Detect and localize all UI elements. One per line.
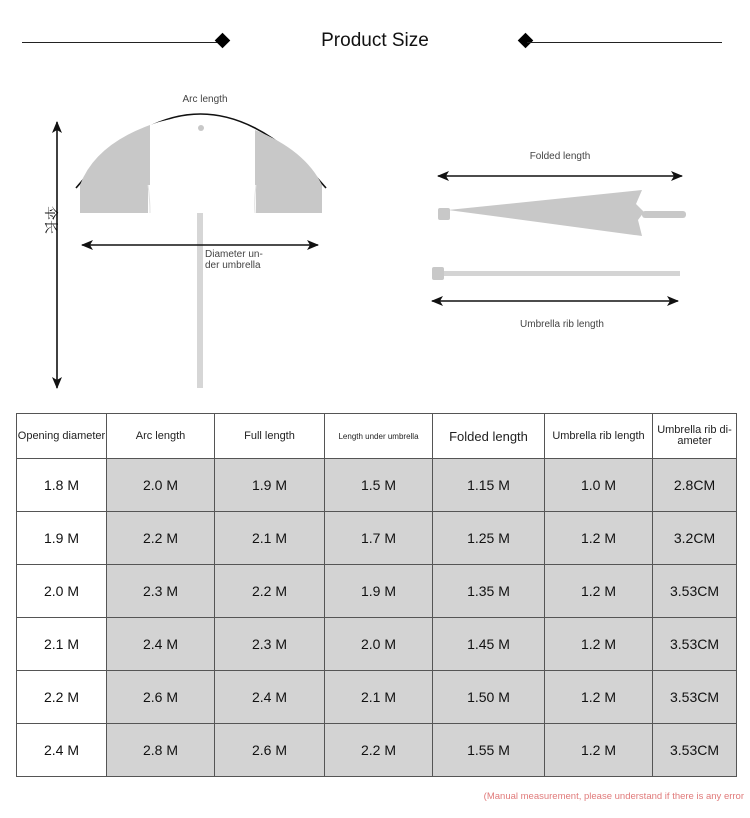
table-row — [17, 618, 737, 671]
table-cell: 3.53CM — [653, 565, 737, 618]
table-cell: 2.1 M — [325, 671, 433, 724]
size-table — [16, 413, 737, 777]
table-cell: 2.2 M — [215, 565, 325, 618]
table-cell: 3.53CM — [653, 724, 737, 777]
table-cell: 2.8CM — [653, 459, 737, 512]
table-cell: 1.0 M — [545, 459, 653, 512]
arc-length-label: Arc length — [182, 94, 228, 105]
diameter-label-line2: der umbrella — [205, 260, 261, 271]
table-cell: 1.55 M — [433, 724, 545, 777]
table-row — [17, 512, 737, 565]
col-header-rib-diameter: Umbrella rib di-ameter — [653, 414, 737, 459]
table-cell: 1.35 M — [433, 565, 545, 618]
umbrella-canopy-icon — [80, 118, 322, 213]
table-cell: 1.9 M — [215, 459, 325, 512]
table-row — [17, 724, 737, 777]
table-cell: 1.15 M — [433, 459, 545, 512]
table-cell: 1.5 M — [325, 459, 433, 512]
table-cell: 1.50 M — [433, 671, 545, 724]
table-row — [17, 671, 737, 724]
table-cell: 3.53CM — [653, 618, 737, 671]
col-header-rib-length: Umbrella rib length — [545, 414, 653, 459]
measurement-note: (Manual measurement, please understand if there is any error — [483, 791, 744, 802]
col-header-folded-length: Folded length — [433, 414, 545, 459]
table-cell: 2.6 M — [215, 724, 325, 777]
col-header-arc-length: Arc length — [107, 414, 215, 459]
col-header-length-under-umbrella: Length under umbrella — [325, 414, 433, 459]
header-rule-right — [527, 42, 722, 43]
table-cell: 2.6 M — [107, 671, 215, 724]
table-cell: 2.3 M — [107, 565, 215, 618]
table-cell: 2.1 M — [17, 618, 107, 671]
height-label: 伞长 — [43, 206, 59, 234]
table-cell: 1.7 M — [325, 512, 433, 565]
table-cell: 1.2 M — [545, 671, 653, 724]
table-cell: 1.9 M — [17, 512, 107, 565]
table-cell: 2.0 M — [107, 459, 215, 512]
table-cell: 1.8 M — [17, 459, 107, 512]
table-cell: 1.2 M — [545, 618, 653, 671]
table-cell: 2.0 M — [17, 565, 107, 618]
table-cell: 2.4 M — [17, 724, 107, 777]
table-cell: 2.3 M — [215, 618, 325, 671]
table-cell: 3.53CM — [653, 671, 737, 724]
table-cell: 1.45 M — [433, 618, 545, 671]
table-header-row — [17, 414, 737, 459]
table-cell: 3.2CM — [653, 512, 737, 565]
table-cell: 2.2 M — [107, 512, 215, 565]
diameter-label-line1: Diameter un- — [205, 249, 263, 260]
umbrella-rib-icon — [432, 267, 680, 280]
table-cell: 1.9 M — [325, 565, 433, 618]
page-title: Product Size — [321, 30, 429, 51]
table-cell: 2.2 M — [17, 671, 107, 724]
table-cell: 2.0 M — [325, 618, 433, 671]
table-row — [17, 459, 737, 512]
rib-length-label: Umbrella rib length — [520, 319, 604, 330]
table-cell: 2.4 M — [215, 671, 325, 724]
umbrella-diagram — [0, 80, 750, 410]
folded-length-label: Folded length — [529, 151, 591, 162]
col-header-full-length: Full length — [215, 414, 325, 459]
table-cell: 1.2 M — [545, 512, 653, 565]
table-cell: 2.1 M — [215, 512, 325, 565]
table-cell: 1.2 M — [545, 565, 653, 618]
table-cell: 2.8 M — [107, 724, 215, 777]
folded-umbrella-icon — [438, 190, 686, 236]
col-header-opening-diameter: Opening diameter — [17, 414, 107, 459]
umbrella-pole-icon — [197, 213, 203, 388]
table-cell: 1.25 M — [433, 512, 545, 565]
table-cell: 1.2 M — [545, 724, 653, 777]
table-cell: 2.4 M — [107, 618, 215, 671]
table-cell: 2.2 M — [325, 724, 433, 777]
table-row — [17, 565, 737, 618]
